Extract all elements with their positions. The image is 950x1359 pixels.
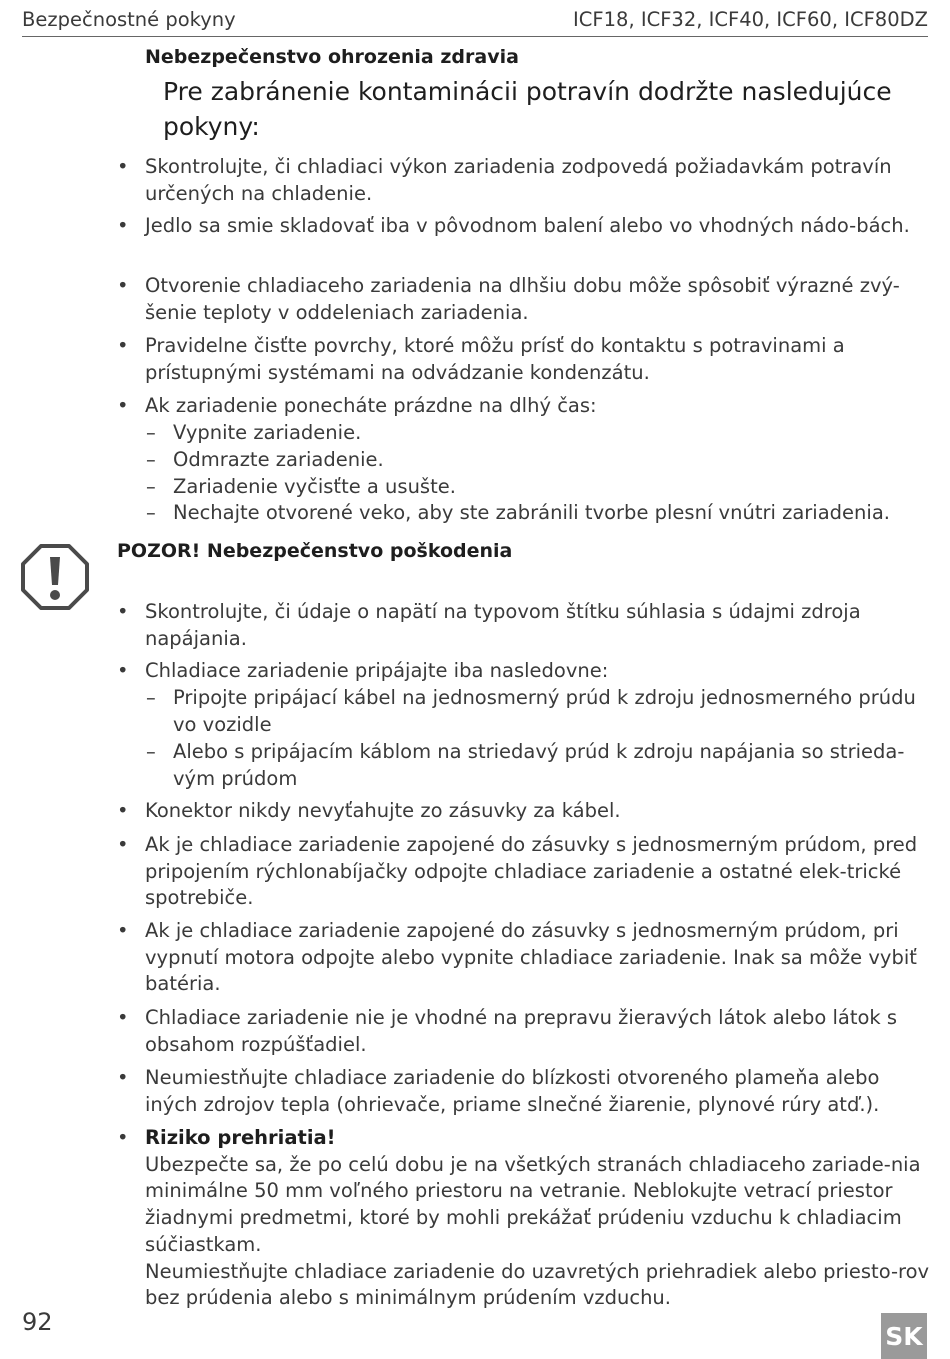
bullet: •: [117, 919, 129, 942]
page-header: [22, 6, 928, 37]
health-hazard-heading: Nebezpečenstvo ohrozenia zdravia: [145, 46, 519, 68]
header-model-list: ICF18, ICF32, ICF40, ICF60, ICF80DZ: [573, 8, 928, 31]
bullet: •: [117, 214, 129, 237]
bullet: •: [117, 659, 129, 682]
bullet: •: [117, 600, 129, 623]
list-item-text: Chladiace zariadenie pripájajte iba nasledovne:: [145, 659, 609, 682]
dash: –: [146, 448, 156, 471]
overheating-risk-title: Riziko prehriatia!: [145, 1126, 336, 1149]
sub-list-item-text: Nechajte otvorené veko, aby ste zabránili tvorbe plesní vnútri zariadenia.: [173, 501, 890, 524]
bullet: •: [117, 394, 129, 417]
sub-list-item-text: Pripojte pripájací kábel na jednosmerný prúd k zdroju jednosmerného prúdu vo vozidle: [173, 686, 916, 736]
sub-list-item-text: Alebo s pripájacím káblom na striedavý prúd k zdroju napájania so strieda-vým prúdom: [173, 740, 905, 790]
overheating-paragraph-1: Ubezpečte sa, že po celú dobu je na všetkých stranách chladiaceho zariade-nia minimálne 50 mm voľného priestoru na vetranie. Neblokujte vetrací priestor žiadnymi predmetmi, ktoré by mohli prekážať prúdeniu vzduchu k chladiacim súčiastkam.: [145, 1152, 921, 1256]
damage-hazard-heading: POZOR! Nebezpečenstvo poškodenia: [117, 540, 513, 562]
sub-list-item-text: Vypnite zariadenie.: [173, 421, 362, 444]
bullet: •: [117, 1006, 129, 1029]
bullet: •: [117, 1066, 129, 1089]
list-item-text: Otvorenie chladiaceho zariadenia na dlhšiu dobu môže spôsobiť výrazné zvý-šenie teploty v oddeleniach zariadenia.: [145, 274, 900, 324]
bullet: •: [117, 799, 129, 822]
sub-list-item-text: Zariadenie vyčisťte a usušte.: [173, 475, 456, 498]
list-item-text: Ak je chladiace zariadenie zapojené do zásuvky s jednosmerným prúdom, pri vypnutí motora odpojte alebo vypnite chladiace zariadenie. Inak sa môže vybiť batéria.: [145, 919, 917, 996]
dash: –: [146, 421, 156, 444]
list-item-text: Ak zariadenie ponecháte prázdne na dlhý čas:: [145, 394, 597, 417]
language-tab: SK: [881, 1313, 927, 1359]
list-item-text: Skontrolujte, či údaje o napätí na typovom štítku súhlasia s údajmi zdroja napájania.: [145, 600, 861, 650]
list-item-text: Chladiace zariadenie nie je vhodné na prepravu žieravých látok alebo látok s obsahom rozpúšťadiel.: [145, 1006, 898, 1056]
list-item-text: Neumiestňujte chladiace zariadenie do blízkosti otvoreného plameňa alebo iných zdrojov tepla (ohrievače, priame slnečné žiarenie, plynové rúry atď.).: [145, 1066, 880, 1116]
header-section-title: Bezpečnostné pokyny: [22, 8, 236, 31]
bullet: •: [117, 1126, 129, 1149]
list-item-text: Konektor nikdy nevyťahujte zo zásuvky za kábel.: [145, 799, 621, 822]
list-item-text: Pravidelne čisťte povrchy, ktoré môžu prísť do kontaktu s potravinami a prístupnými systémami na odvádzanie kondenzátu.: [145, 334, 845, 384]
list-item-text: [145, 1125, 935, 1312]
health-hazard-intro: Pre zabránenie kontaminácii potravín dodržte nasledujúce pokyny:: [163, 77, 892, 141]
list-item-text: Ak je chladiace zariadenie zapojené do zásuvky s jednosmerným prúdom, pred pripojením rýchlonabíjačky odpojte chladiace zariadenie a ostatné elek-trické spotrebiče.: [145, 833, 918, 910]
list-item-text: Skontrolujte, či chladiaci výkon zariadenia zodpovedá požiadavkám potravín určených na chladenie.: [145, 155, 892, 205]
dash: –: [146, 686, 156, 709]
bullet: •: [117, 334, 129, 357]
list-item-text: Jedlo sa smie skladovať iba v pôvodnom balení alebo vo vhodných nádo-bách.: [145, 214, 910, 237]
sub-list-item-text: Odmrazte zariadenie.: [173, 448, 384, 471]
page-number: 92: [22, 1308, 53, 1336]
bullet: •: [117, 274, 129, 297]
bullet: •: [117, 155, 129, 178]
overheating-paragraph-2: Neumiestňujte chladiace zariadenie do uzavretých priehradiek alebo priesto-rov bez prúdenia alebo s minimálnym prúdením vzduchu.: [145, 1259, 930, 1310]
dash: –: [146, 740, 156, 763]
bullet: •: [117, 833, 129, 856]
dash: –: [146, 475, 156, 498]
dash: –: [146, 501, 156, 524]
exclamation-octagon-icon: [20, 543, 90, 611]
